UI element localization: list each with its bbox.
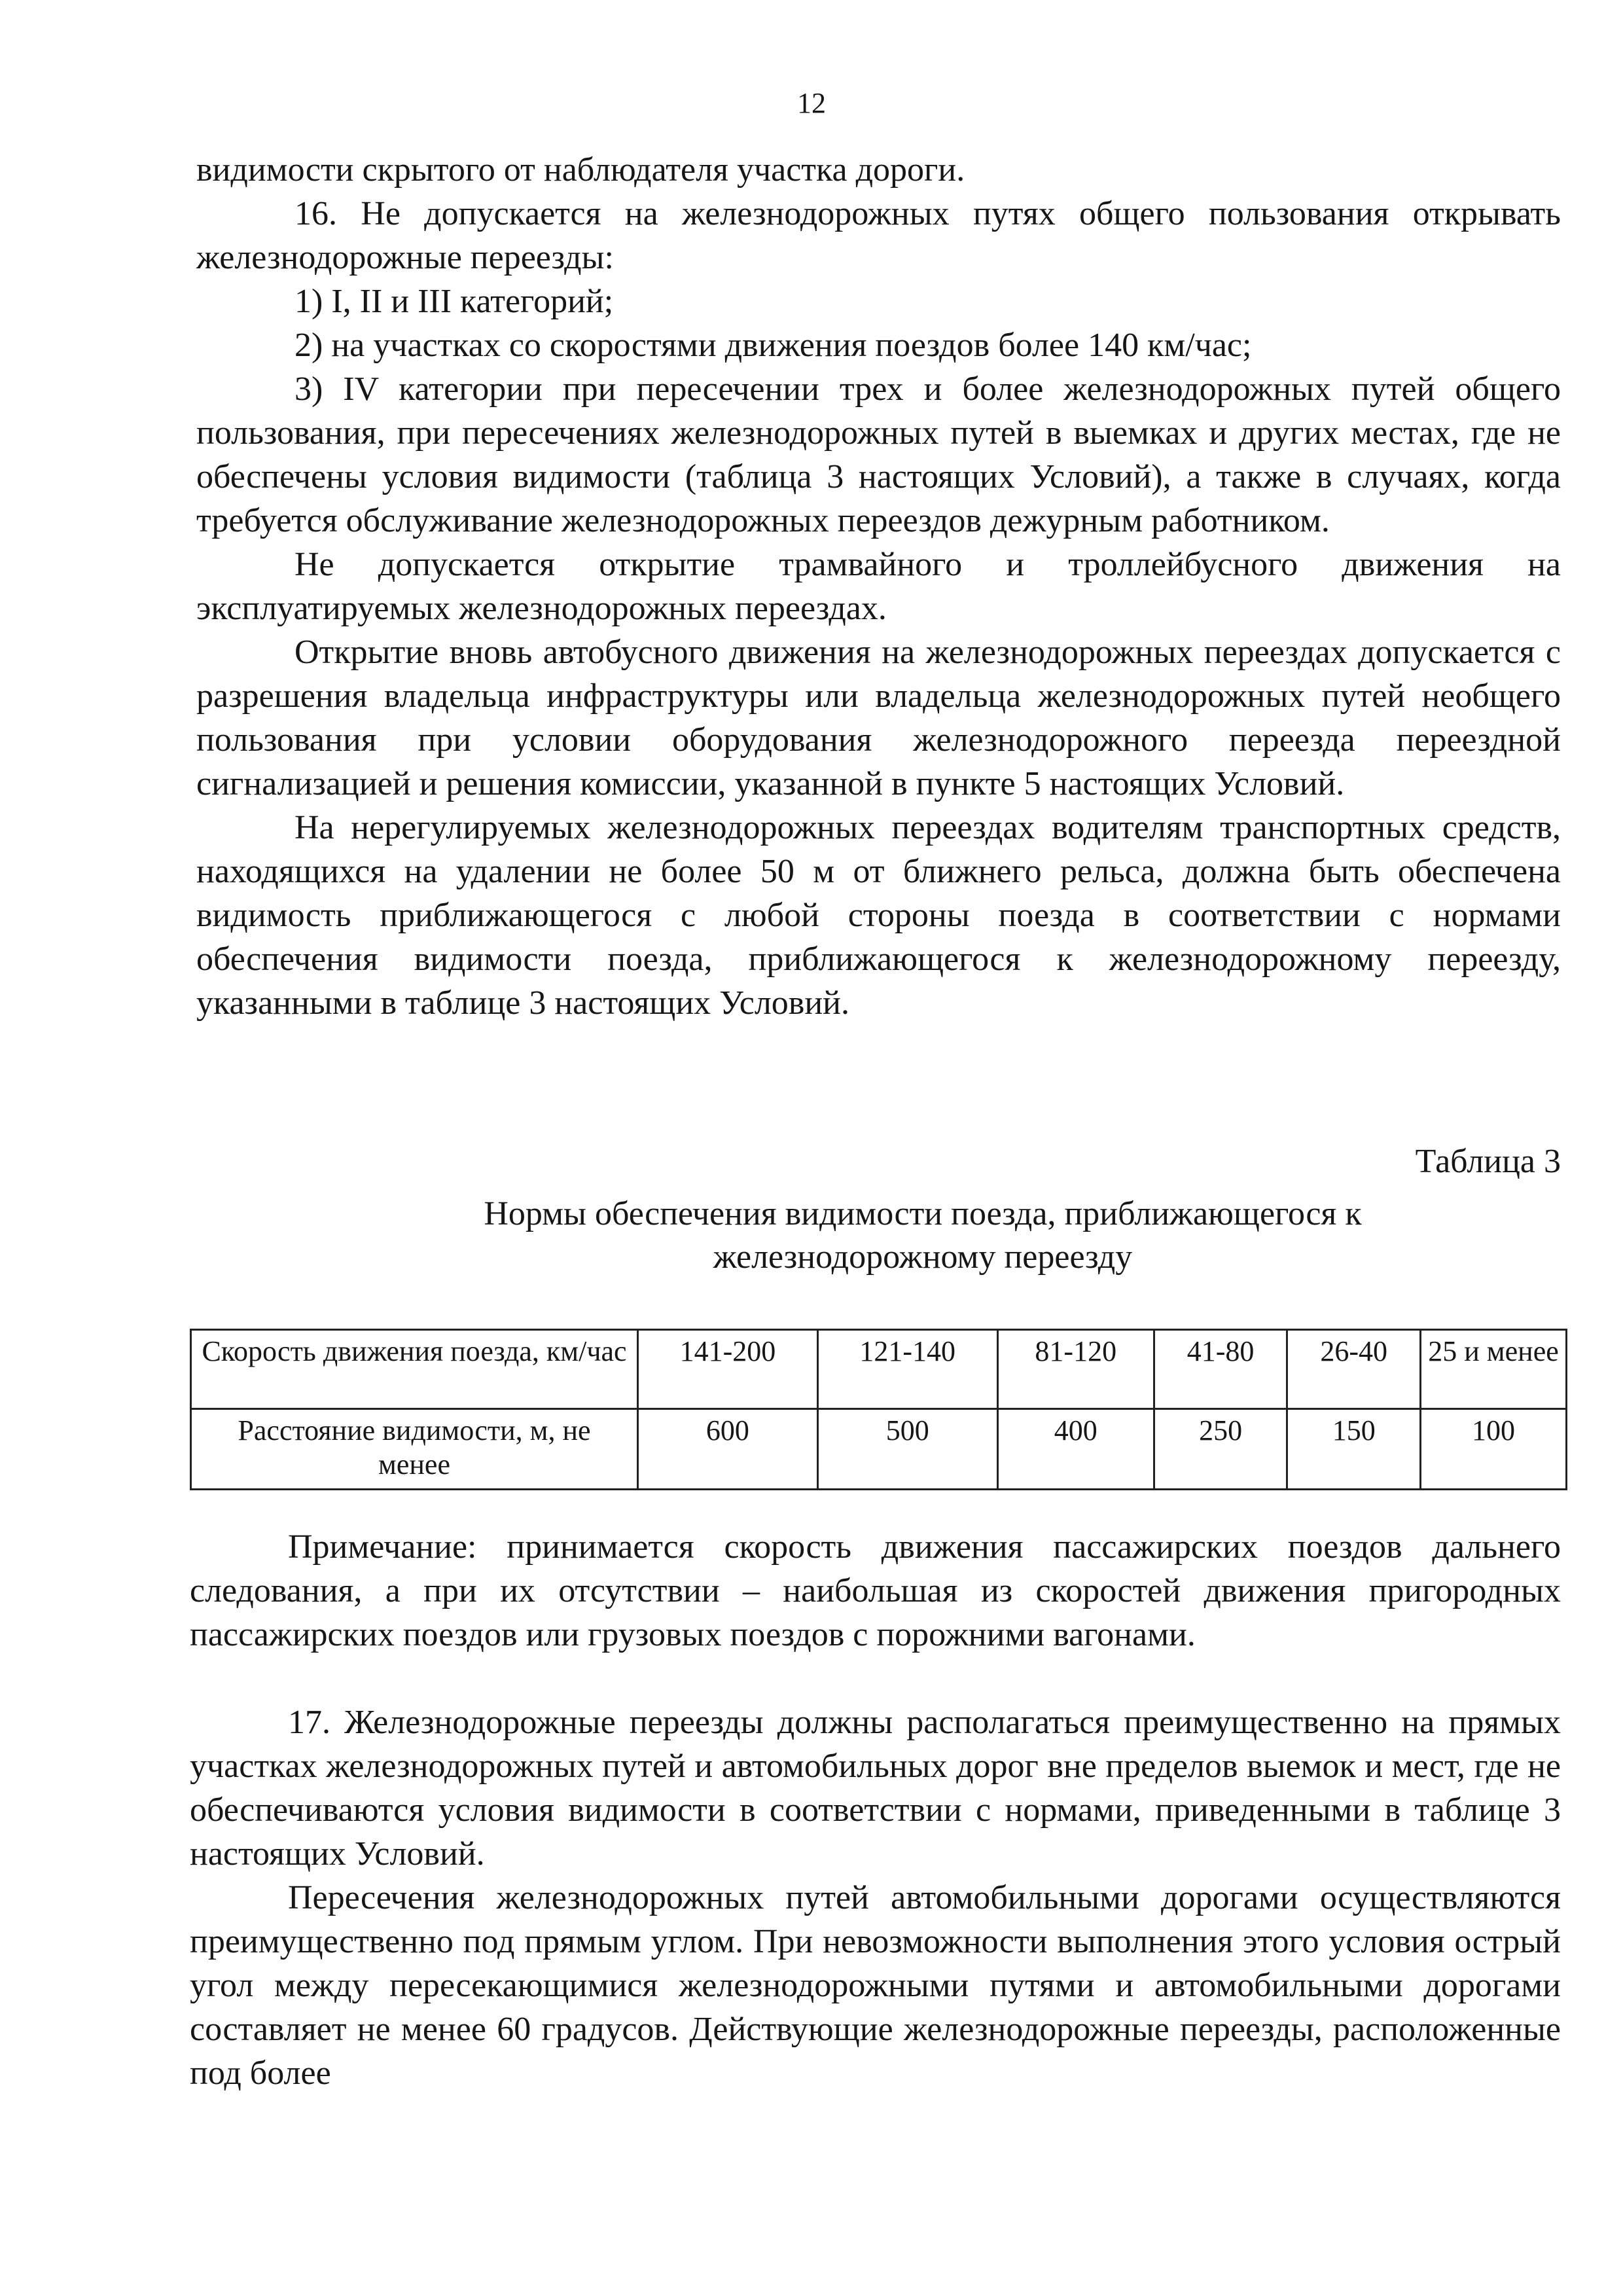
paragraph: На нерегулируемых железнодорожных переездах водителям транспортных средств, находящихся на удалении не более 50 м от ближнего рельса, должна быть обеспечена видимость приближающегося с любой стороны поезда в соответствии с нормами обеспечения видимости поезда, приближающегося к железнодорожному переезду, указанными в таблице 3 настоящих Условий. — [196, 809, 1561, 1022]
paragraph: видимости скрытого от наблюдателя участка дороги. — [196, 151, 965, 188]
text-block-top — [196, 148, 1561, 1025]
table-cell: 141-200 — [638, 1330, 818, 1409]
table-cell: 26-40 — [1287, 1330, 1421, 1409]
table-cell: 41-80 — [1154, 1330, 1287, 1409]
row-header-distance: Расстояние видимости, м, не менее — [191, 1409, 638, 1490]
note-paragraph: Примечание: принимается скорость движения пассажирских поездов дальнего следования, а при их отсутствии – наибольшая из скоростей движения пригородных пассажирских поездов или грузовых поездов с порожними вагонами. — [190, 1528, 1561, 1653]
row-header-speed: Скорость движения поезда, км/час — [191, 1330, 638, 1409]
visibility-norms-table — [190, 1329, 1567, 1490]
note-block — [190, 1525, 1561, 1657]
table-cell: 100 — [1421, 1409, 1567, 1490]
table-cell: 25 и менее — [1421, 1330, 1567, 1409]
text-block-bottom — [190, 1700, 1561, 2095]
table-caption: Таблица 3 — [1415, 1143, 1561, 1180]
paragraph: Открытие вновь автобусного движения на железнодорожных переездах допускается с разрешения владельца инфраструктуры или владельца железнодорожных путей необщего пользования при условии оборудования железнодорожного переезда переездной сигнализацией и решения комиссии, указанной в пункте 5 настоящих Условий. — [196, 634, 1561, 802]
table-title-line: железнодорожному переезду — [713, 1238, 1133, 1276]
table-cell: 81-120 — [997, 1330, 1154, 1409]
table-cell: 600 — [638, 1409, 818, 1490]
table-row — [191, 1330, 1567, 1409]
table-title-line: Нормы обеспечения видимости поезда, приближающегося к — [484, 1195, 1362, 1232]
page-number: 12 — [797, 87, 826, 119]
table-cell: 121-140 — [817, 1330, 997, 1409]
paragraph: Пересечения железнодорожных путей автомобильными дорогами осуществляются преимущественно под прямым углом. При невозможности выполнения этого условия острый угол между пересекающимися железнодорожными путями и автомобильными дорогами составляет не менее 60 градусов. Действующие железнодорожные переезды, расположенные под более — [190, 1879, 1561, 2092]
list-item: 1) I, II и III категорий; — [294, 283, 614, 320]
paragraph: 17. Железнодорожные переезды должны располагаться преимущественно на прямых участках железнодорожных путей и автомобильных дорог вне пределов выемок и мест, где не обеспечиваются условия видимости в соответствии с нормами, приведенными в таблице 3 настоящих Условий. — [190, 1704, 1561, 1873]
paragraph: Не допускается открытие трамвайного и троллейбусного движения на эксплуатируемых железнодорожных переездах. — [196, 546, 1561, 627]
list-item: 3) IV категории при пересечении трех и более железнодорожных путей общего пользования, при пересечениях железнодорожных путей в выемках и других местах, где не обеспечены условия видимости (таблица 3 настоящих Условий), а также в случаях, когда требуется обслуживание железнодорожных переездов дежурным работником. — [196, 370, 1561, 539]
table-title — [425, 1193, 1420, 1279]
table-cell: 150 — [1287, 1409, 1421, 1490]
table-cell: 250 — [1154, 1409, 1287, 1490]
table-row — [191, 1409, 1567, 1490]
list-item: 2) на участках со скоростями движения поездов более 140 км/час; — [294, 327, 1252, 364]
paragraph: 16. Не допускается на железнодорожных путях общего пользования открывать железнодорожные переезды: — [196, 195, 1561, 276]
table-cell: 500 — [817, 1409, 997, 1490]
table-cell: 400 — [997, 1409, 1154, 1490]
